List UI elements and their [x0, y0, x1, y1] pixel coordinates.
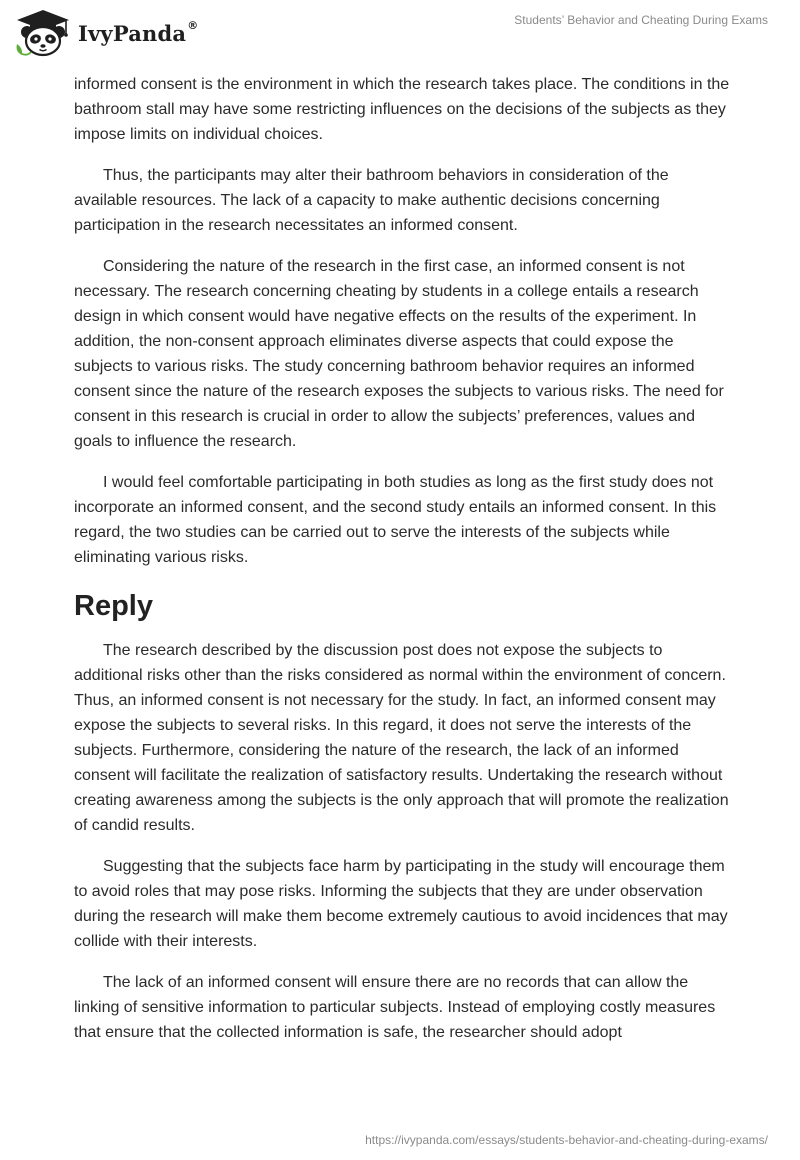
document-title: Students’ Behavior and Cheating During Exams	[514, 13, 768, 27]
source-url[interactable]: https://ivypanda.com/essays/students-behavior-and-cheating-during-exams/	[365, 1133, 768, 1147]
reply-heading: Reply	[74, 590, 153, 622]
paragraph: Thus, the participants may alter their bathroom behaviors in consideration of the available resources. The lack of a capacity to make authentic decisions concerning participation in the research necessitates an informed consent.	[74, 167, 669, 234]
paragraph: I would feel comfortable participating in both studies as long as the first study does not incorporate an informed consent, and the second study entails an informed consent. In this regard, the two studies can be carried out to serve the interests of the subjects while eliminating various risks.	[74, 474, 717, 566]
paragraph: informed consent is the environment in which the research takes place. The conditions in the bathroom stall may have some restricting influences on the decisions of the subjects as they impose limits on individual choices.	[74, 76, 730, 143]
reply-paragraph: The lack of an informed consent will ensure there are no records that can allow the linking of sensitive information to particular subjects. Instead of employing costly measures that ensure that the collected information is safe, the researcher should adopt	[74, 974, 716, 1041]
reply-paragraph: Suggesting that the subjects face harm by participating in the study will encourage them to avoid roles that may pose risks. Informing the subjects that they are under observation during the research will make them become extremely cautious to avoid incidences that may collide with their interests.	[74, 858, 728, 950]
reply-paragraph: The research described by the discussion post does not expose the subjects to additional risks other than the risks considered as normal within the environment of concern. Thus, an informed consent is not necessary for the study. In fact, an informed consent may expose the subjects to several risks. In this regard, it does not serve the interests of the subjects. Furthermore, considering the nature of the research, the lack of an informed consent will facilitate the realization of satisfactory results. Undertaking the research without creating awareness among the subjects is the only approach that will promote the realization of candid results.	[74, 642, 729, 834]
brand-logo[interactable]	[14, 8, 198, 58]
page-header	[0, 0, 800, 64]
panda-graduate-icon	[14, 8, 72, 58]
essay-content	[74, 72, 734, 1061]
paragraph: Considering the nature of the research in the first case, an informed consent is not necessary. The research concerning cheating by students in a college entails a research design in which consent would have negative effects on the results of the experiment. In addition, the non-consent approach eliminates diverse aspects that could expose the subjects to various risks. The study concerning bathroom behavior requires an informed consent since the nature of the research exposes the subjects to various risks. The need for consent in this research is crucial in order to allow the subjects’ preferences, values and goals to influence the research.	[74, 258, 724, 450]
brand-name: IvyPanda®	[78, 18, 199, 46]
